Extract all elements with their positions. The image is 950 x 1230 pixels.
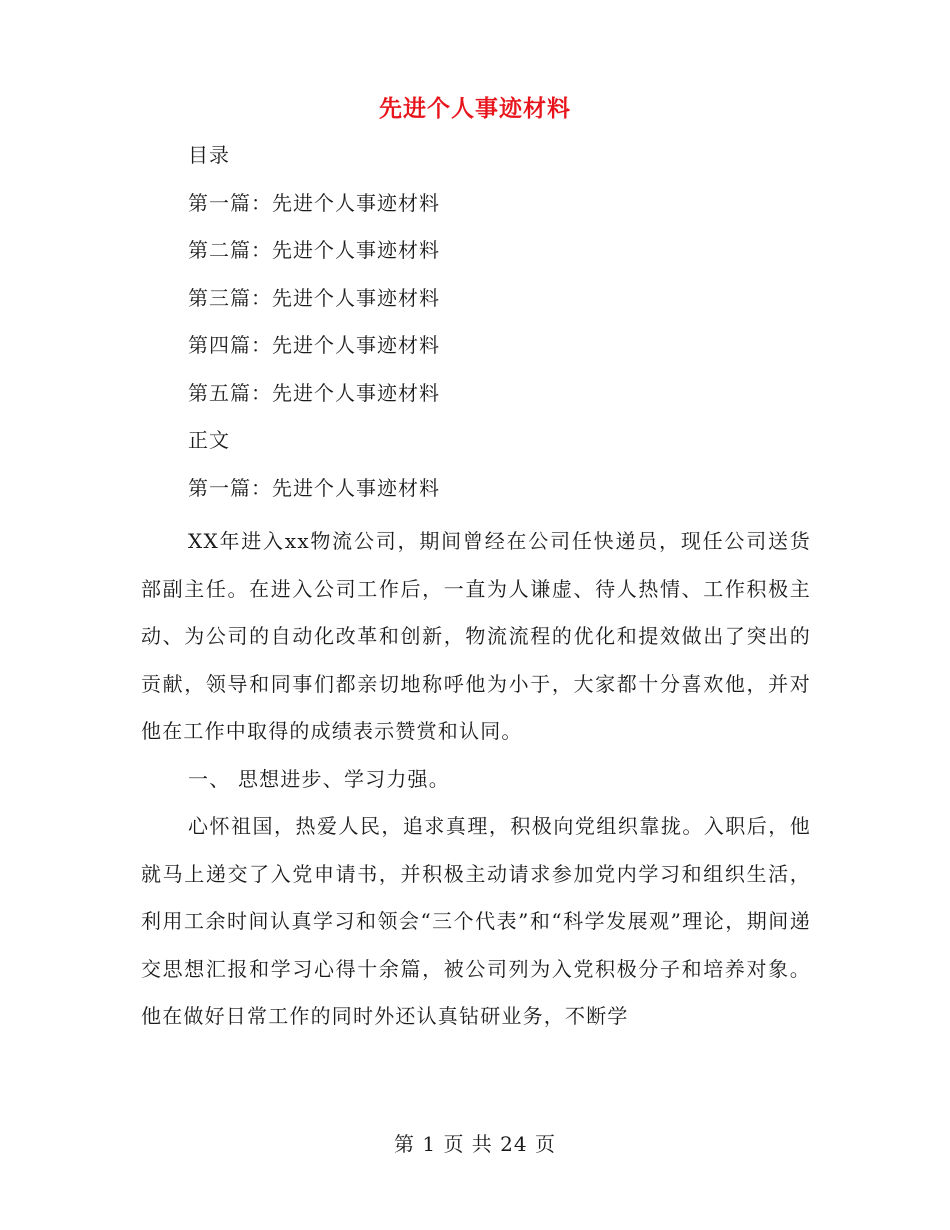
body-heading: 正文 (188, 428, 230, 452)
paragraph-intro: XX年进入xx物流公司，期间曾经在公司任快递员，现任公司送货部副主任。在进入公司工作后，一直为人谦虚、待人热情、工作积极主动、为公司的自动化改革和创新，物流流程的优化和提效做出了突出的贡献，领导和同事们都亲切地称呼他为小于，大家都十分喜欢他，并对他在工作中取得的成绩表示赞赏和认同。 (141, 529, 811, 743)
toc-heading: 目录 (188, 143, 230, 167)
paragraph-ideology: 心怀祖国，热爱人民，追求真理，积极向党组织靠拢。入职后，他就马上递交了入党申请书，并积极主动请求参加党内学习和组织生活，利用工余时间认真学习和领会“三个代表”和“科学发展观”理论，期间递交思想汇报和学习心得十余篇，被公司列为入党积极分子和培养对象。他在做好日常工作的同时外还认真钻研业务，不断学 (141, 814, 811, 1028)
toc-item-1: 第一篇：先进个人事迹材料 (188, 190, 440, 215)
section-title: 第一篇：先进个人事迹材料 (188, 475, 440, 500)
body-text (141, 518, 811, 1041)
paragraph-subheading: 一、 思想进步、学习力强。 (188, 766, 450, 791)
document-title: 先进个人事迹材料 (379, 95, 571, 122)
table-of-contents (188, 140, 808, 520)
page-number-footer: 第 1 页 共 24 页 (394, 1132, 556, 1156)
toc-item-2: 第二篇：先进个人事迹材料 (188, 238, 440, 262)
toc-item-4: 第四篇：先进个人事迹材料 (188, 333, 440, 357)
toc-item-3: 第三篇：先进个人事迹材料 (188, 285, 440, 310)
toc-item-5: 第五篇：先进个人事迹材料 (188, 380, 440, 405)
